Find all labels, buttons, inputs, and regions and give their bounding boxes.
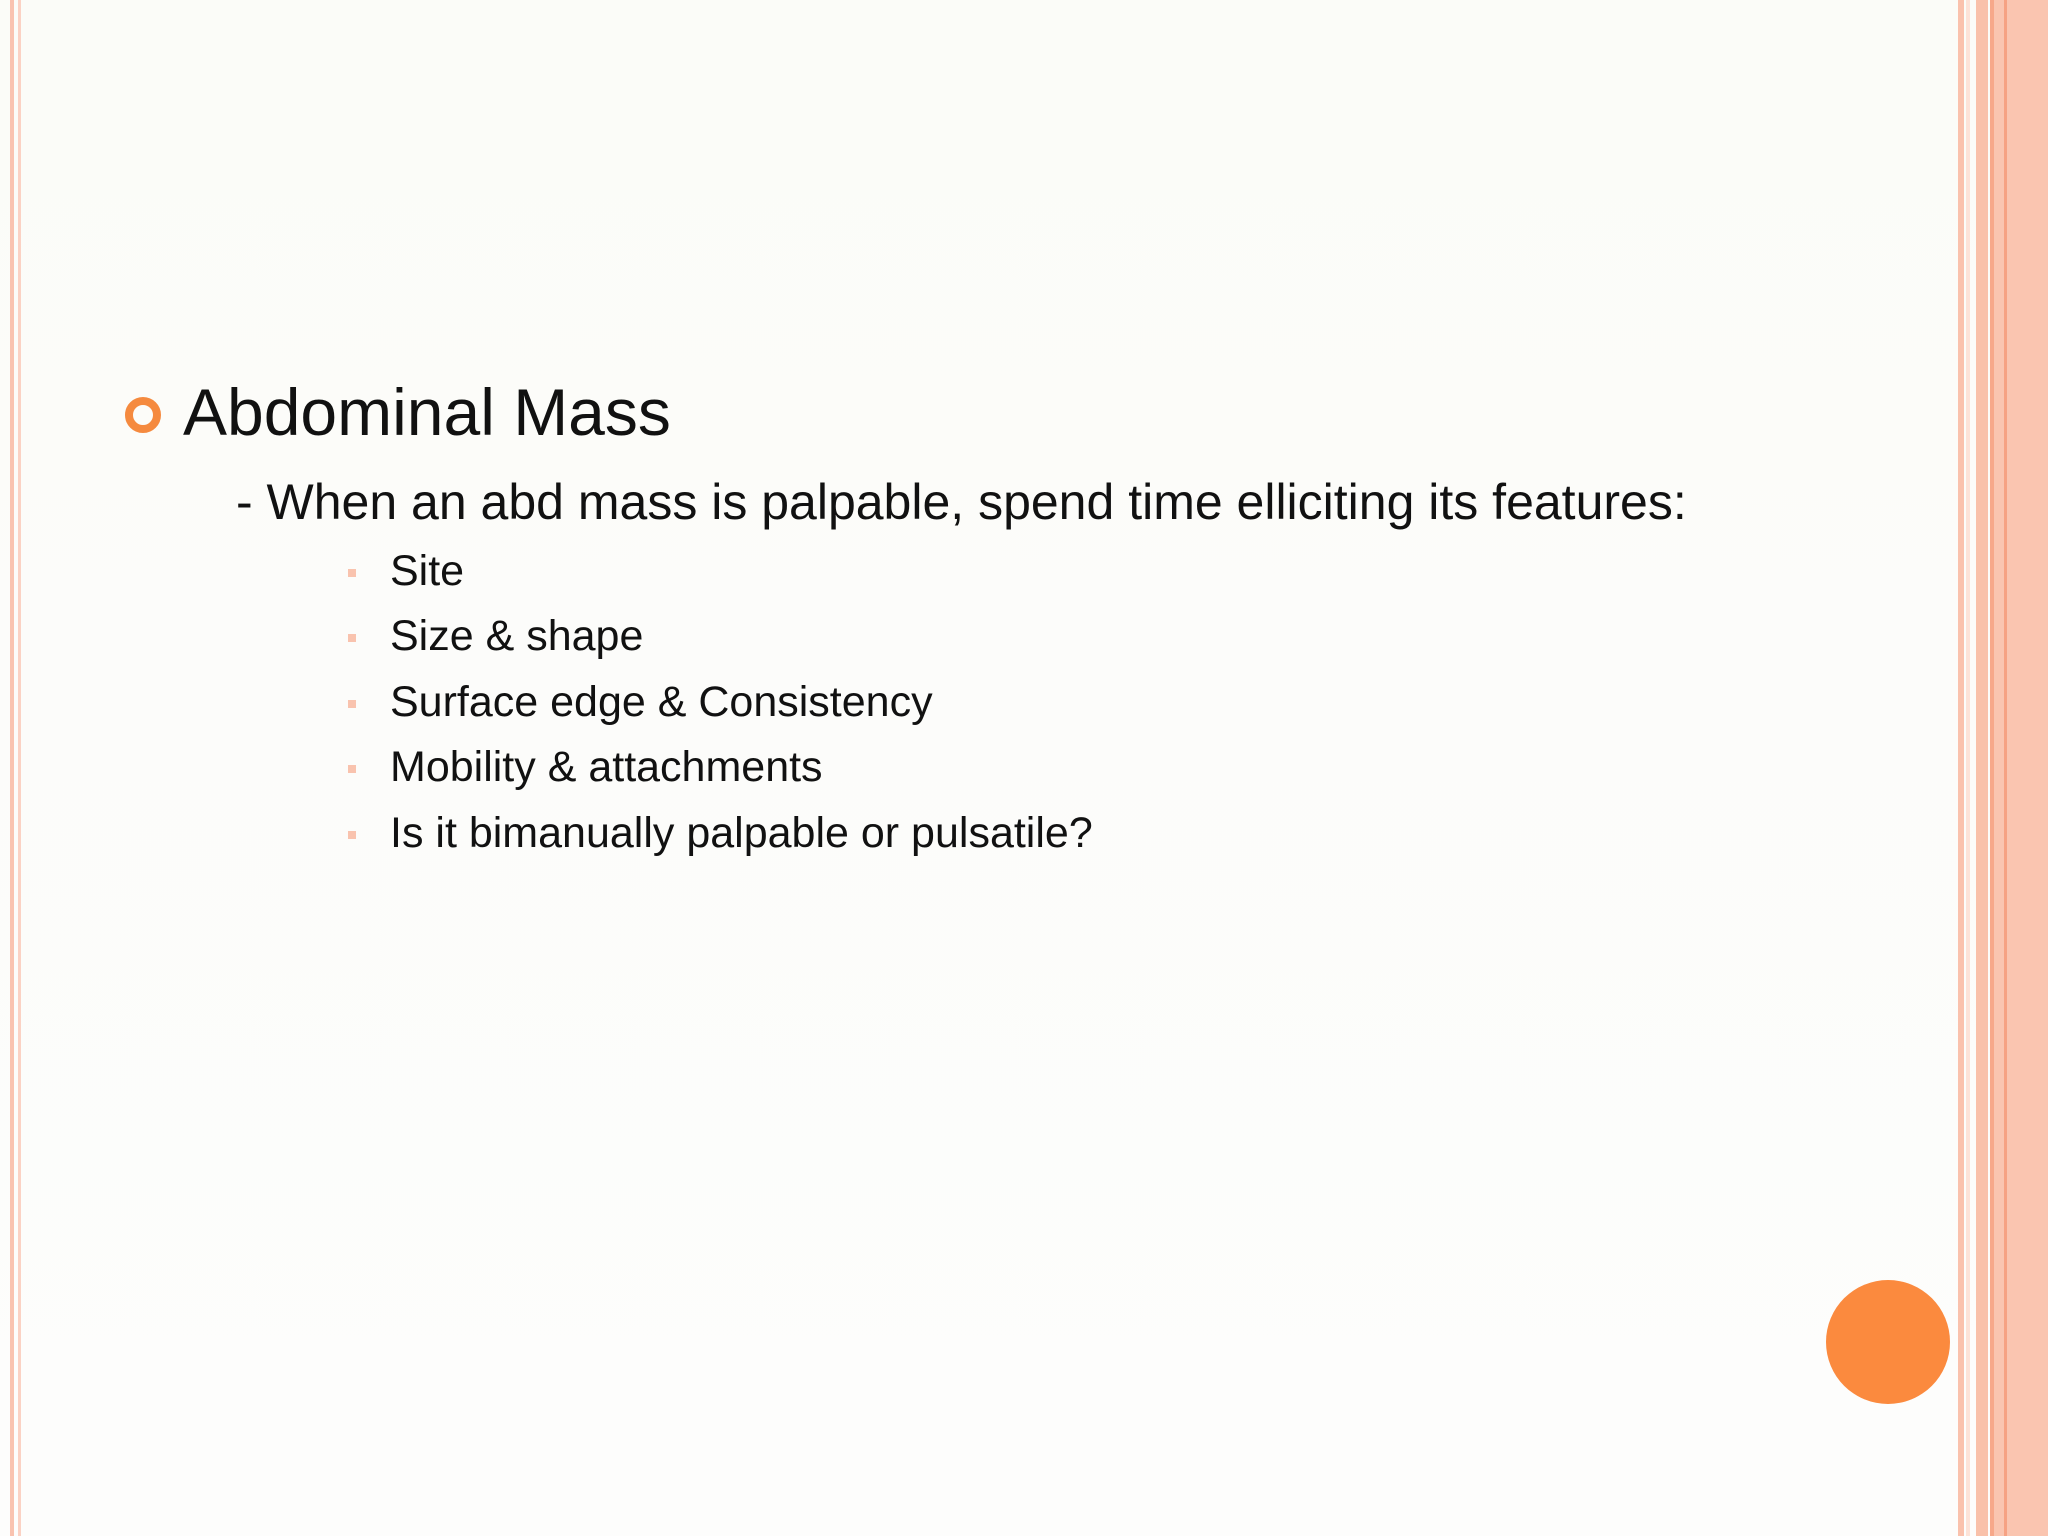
square-bullet-icon xyxy=(348,569,356,577)
right-border-stripe xyxy=(1976,0,1988,1536)
list-item xyxy=(348,735,1093,801)
list-item-text: Surface edge & Consistency xyxy=(390,677,933,726)
right-border-stripe xyxy=(1966,0,1970,1536)
square-bullet-icon xyxy=(348,765,356,773)
heading-row xyxy=(125,372,671,452)
list-item xyxy=(348,800,1093,866)
list-item-text: Is it bimanually palpable or pulsatile? xyxy=(390,808,1093,857)
square-bullet-icon xyxy=(348,700,356,708)
list-item xyxy=(348,604,1093,670)
list-item xyxy=(348,669,1093,735)
feature-list xyxy=(348,538,1093,866)
right-border-band xyxy=(1994,0,2048,1536)
slide-subheading: - When an abd mass is palpable, spend time elliciting its features: xyxy=(236,474,1687,530)
ring-bullet-icon xyxy=(125,397,161,433)
square-bullet-icon xyxy=(348,634,356,642)
list-item-text: Mobility & attachments xyxy=(390,743,823,792)
orange-circle-icon xyxy=(1826,1280,1950,1404)
list-item xyxy=(348,538,1093,604)
slide-heading: Abdominal Mass xyxy=(183,375,671,449)
right-border-stripe xyxy=(1958,0,1964,1536)
list-item-text: Site xyxy=(390,546,465,595)
square-bullet-icon xyxy=(348,831,356,839)
right-border-stripe xyxy=(2004,0,2007,1536)
list-item-text: Size & shape xyxy=(390,612,644,661)
